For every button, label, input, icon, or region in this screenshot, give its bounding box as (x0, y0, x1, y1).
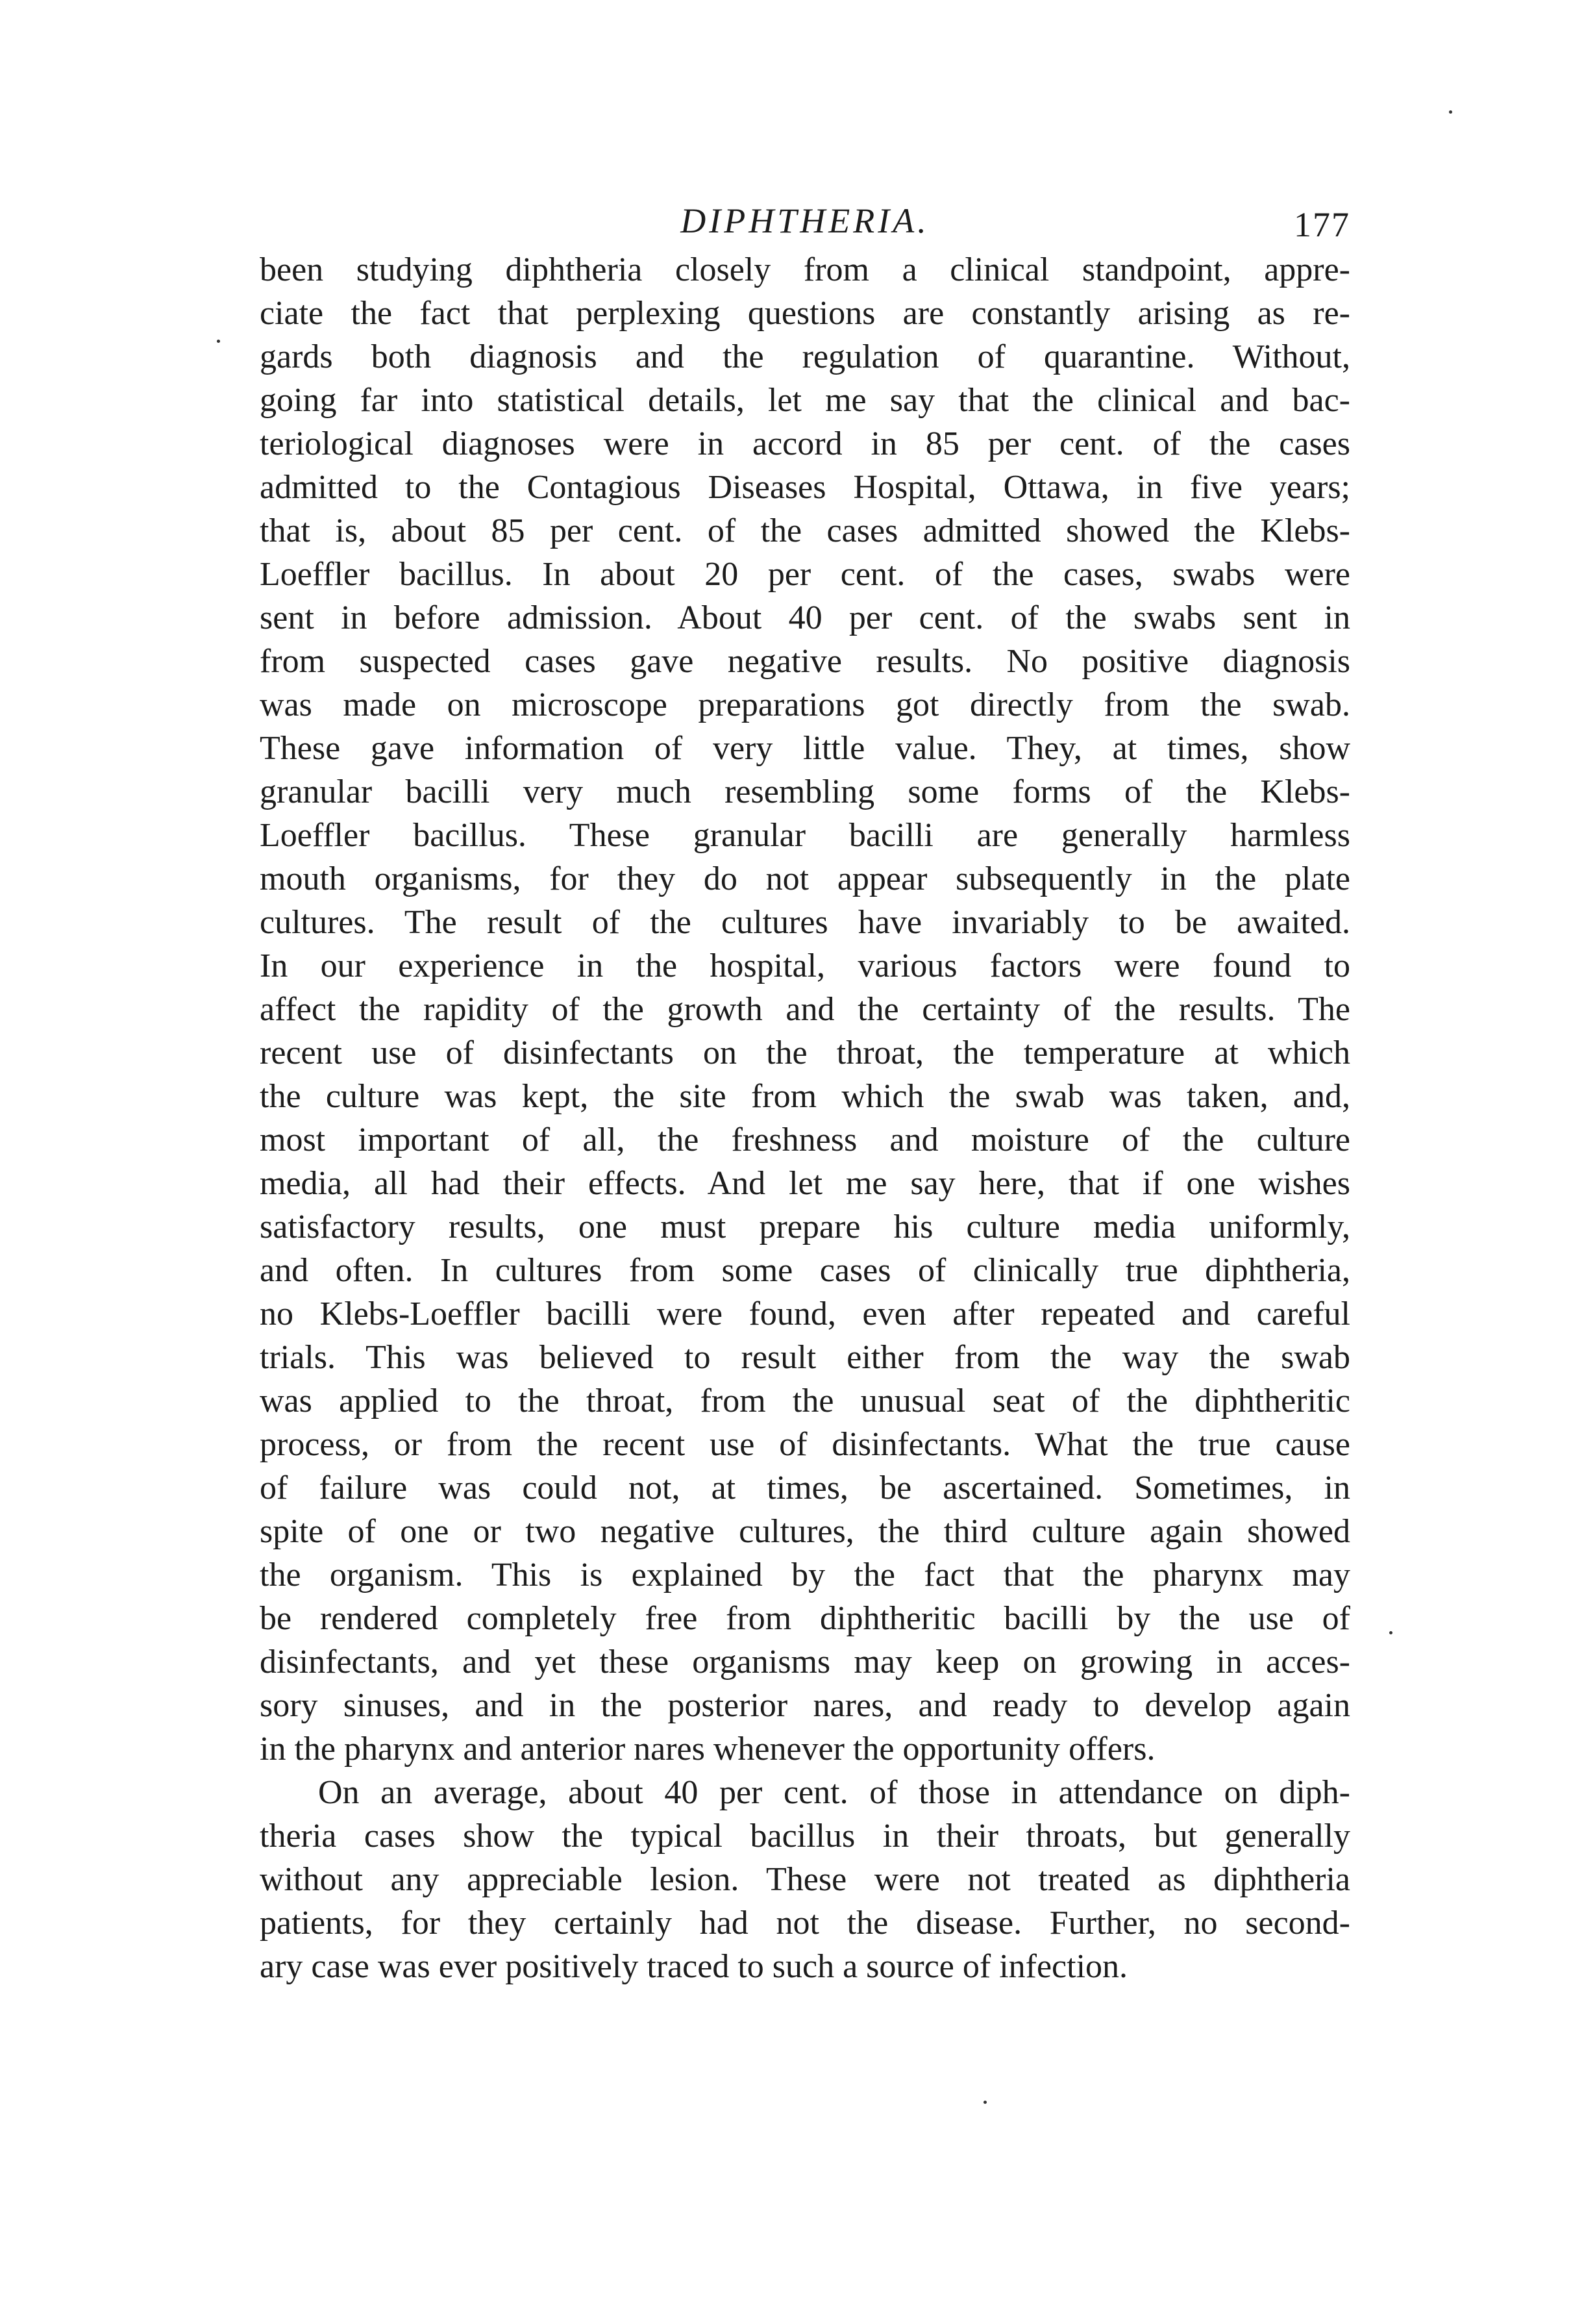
text-line: theria cases show the typical bacillus in their throats, but generally (260, 1818, 1350, 1855)
text-line: affect the rapidity of the growth and the certainty of the results. The (260, 991, 1350, 1028)
text-line: spite of one or two negative cultures, the third culture again showed (260, 1513, 1350, 1550)
text-line: from suspected cases gave negative results. No positive diagnosis (260, 643, 1350, 680)
text-line: mouth organisms, for they do not appear subsequently in the plate (260, 860, 1350, 897)
paragraph (260, 248, 1350, 1771)
text-line: recent use of disinfectants on the throat, the temperature at which (260, 1034, 1350, 1071)
ink-speck (1449, 110, 1452, 114)
text-line: satisfactory results, one must prepare his culture media uniformly, (260, 1208, 1350, 1245)
text-line: sory sinuses, and in the posterior nares, and ready to develop again (260, 1687, 1350, 1724)
text-line: cultures. The result of the cultures have invariably to be awaited. (260, 904, 1350, 941)
page-number: 177 (1294, 205, 1350, 244)
ink-speck (1389, 1631, 1392, 1634)
paragraph (260, 1771, 1350, 1988)
text-line: and often. In cultures from some cases of clinically true diphtheria, (260, 1252, 1350, 1289)
text-line: patients, for they certainly had not the disease. Further, no second- (260, 1905, 1350, 1942)
text-line: going far into statistical details, let me say that the clinical and bac- (260, 382, 1350, 419)
text-line: the culture was kept, the site from which the swab was taken, and, (260, 1078, 1350, 1115)
text-line: was made on microscope preparations got directly from the swab. (260, 686, 1350, 723)
text-line: process, or from the recent use of disinfectants. What the true cause (260, 1426, 1350, 1463)
ink-speck (217, 340, 220, 343)
text-line: gards both diagnosis and the regulation of quarantine. Without, (260, 338, 1350, 375)
text-line: was applied to the throat, from the unusual seat of the diphtheritic (260, 1382, 1350, 1419)
text-line: Loeffler bacillus. These granular bacilli are generally harmless (260, 817, 1350, 854)
text-line: been studying diphtheria closely from a clinical standpoint, appre- (260, 251, 1350, 288)
text-line: ary case was ever positively traced to such a source of infection. (260, 1948, 1128, 1985)
text-line: be rendered completely free from diphtheritic bacilli by the use of (260, 1600, 1350, 1637)
text-line: These gave information of very little value. They, at times, show (260, 730, 1350, 767)
text-line: sent in before admission. About 40 per cent. of the swabs sent in (260, 599, 1350, 636)
text-line: Loeffler bacillus. In about 20 per cent. of the cases, swabs were (260, 556, 1350, 593)
text-line: granular bacilli very much resembling some forms of the Klebs- (260, 773, 1350, 810)
text-line: in the pharynx and anterior nares whenever the opportunity offers. (260, 1731, 1156, 1768)
text-line: trials. This was believed to result either from the way the swab (260, 1339, 1350, 1376)
text-line: On an average, about 40 per cent. of those in attendance on diph- (318, 1774, 1350, 1811)
body-text (260, 248, 1350, 1988)
running-head (260, 195, 1350, 247)
text-line: ciate the fact that perplexing questions are constantly arising as re- (260, 295, 1350, 332)
text-line: that is, about 85 per cent. of the cases admitted showed the Klebs- (260, 512, 1350, 549)
text-line: teriological diagnoses were in accord in 85 per cent. of the cases (260, 425, 1350, 462)
text-line: In our experience in the hospital, various factors were found to (260, 947, 1350, 984)
text-line: no Klebs-Loeffler bacilli were found, even after repeated and careful (260, 1295, 1350, 1332)
text-line: media, all had their effects. And let me say here, that if one wishes (260, 1165, 1350, 1202)
text-line: most important of all, the freshness and moisture of the culture (260, 1121, 1350, 1158)
running-title: DIPHTHERIA. (680, 201, 930, 240)
text-line: admitted to the Contagious Diseases Hospital, Ottawa, in five years; (260, 469, 1350, 506)
text-line: of failure was could not, at times, be ascertained. Sometimes, in (260, 1469, 1350, 1506)
text-line: the organism. This is explained by the fact that the pharynx may (260, 1556, 1350, 1593)
text-line: without any appreciable lesion. These were not treated as diphtheria (260, 1861, 1350, 1898)
text-line: disinfectants, and yet these organisms may keep on growing in acces- (260, 1643, 1350, 1681)
ink-speck (983, 2101, 987, 2104)
